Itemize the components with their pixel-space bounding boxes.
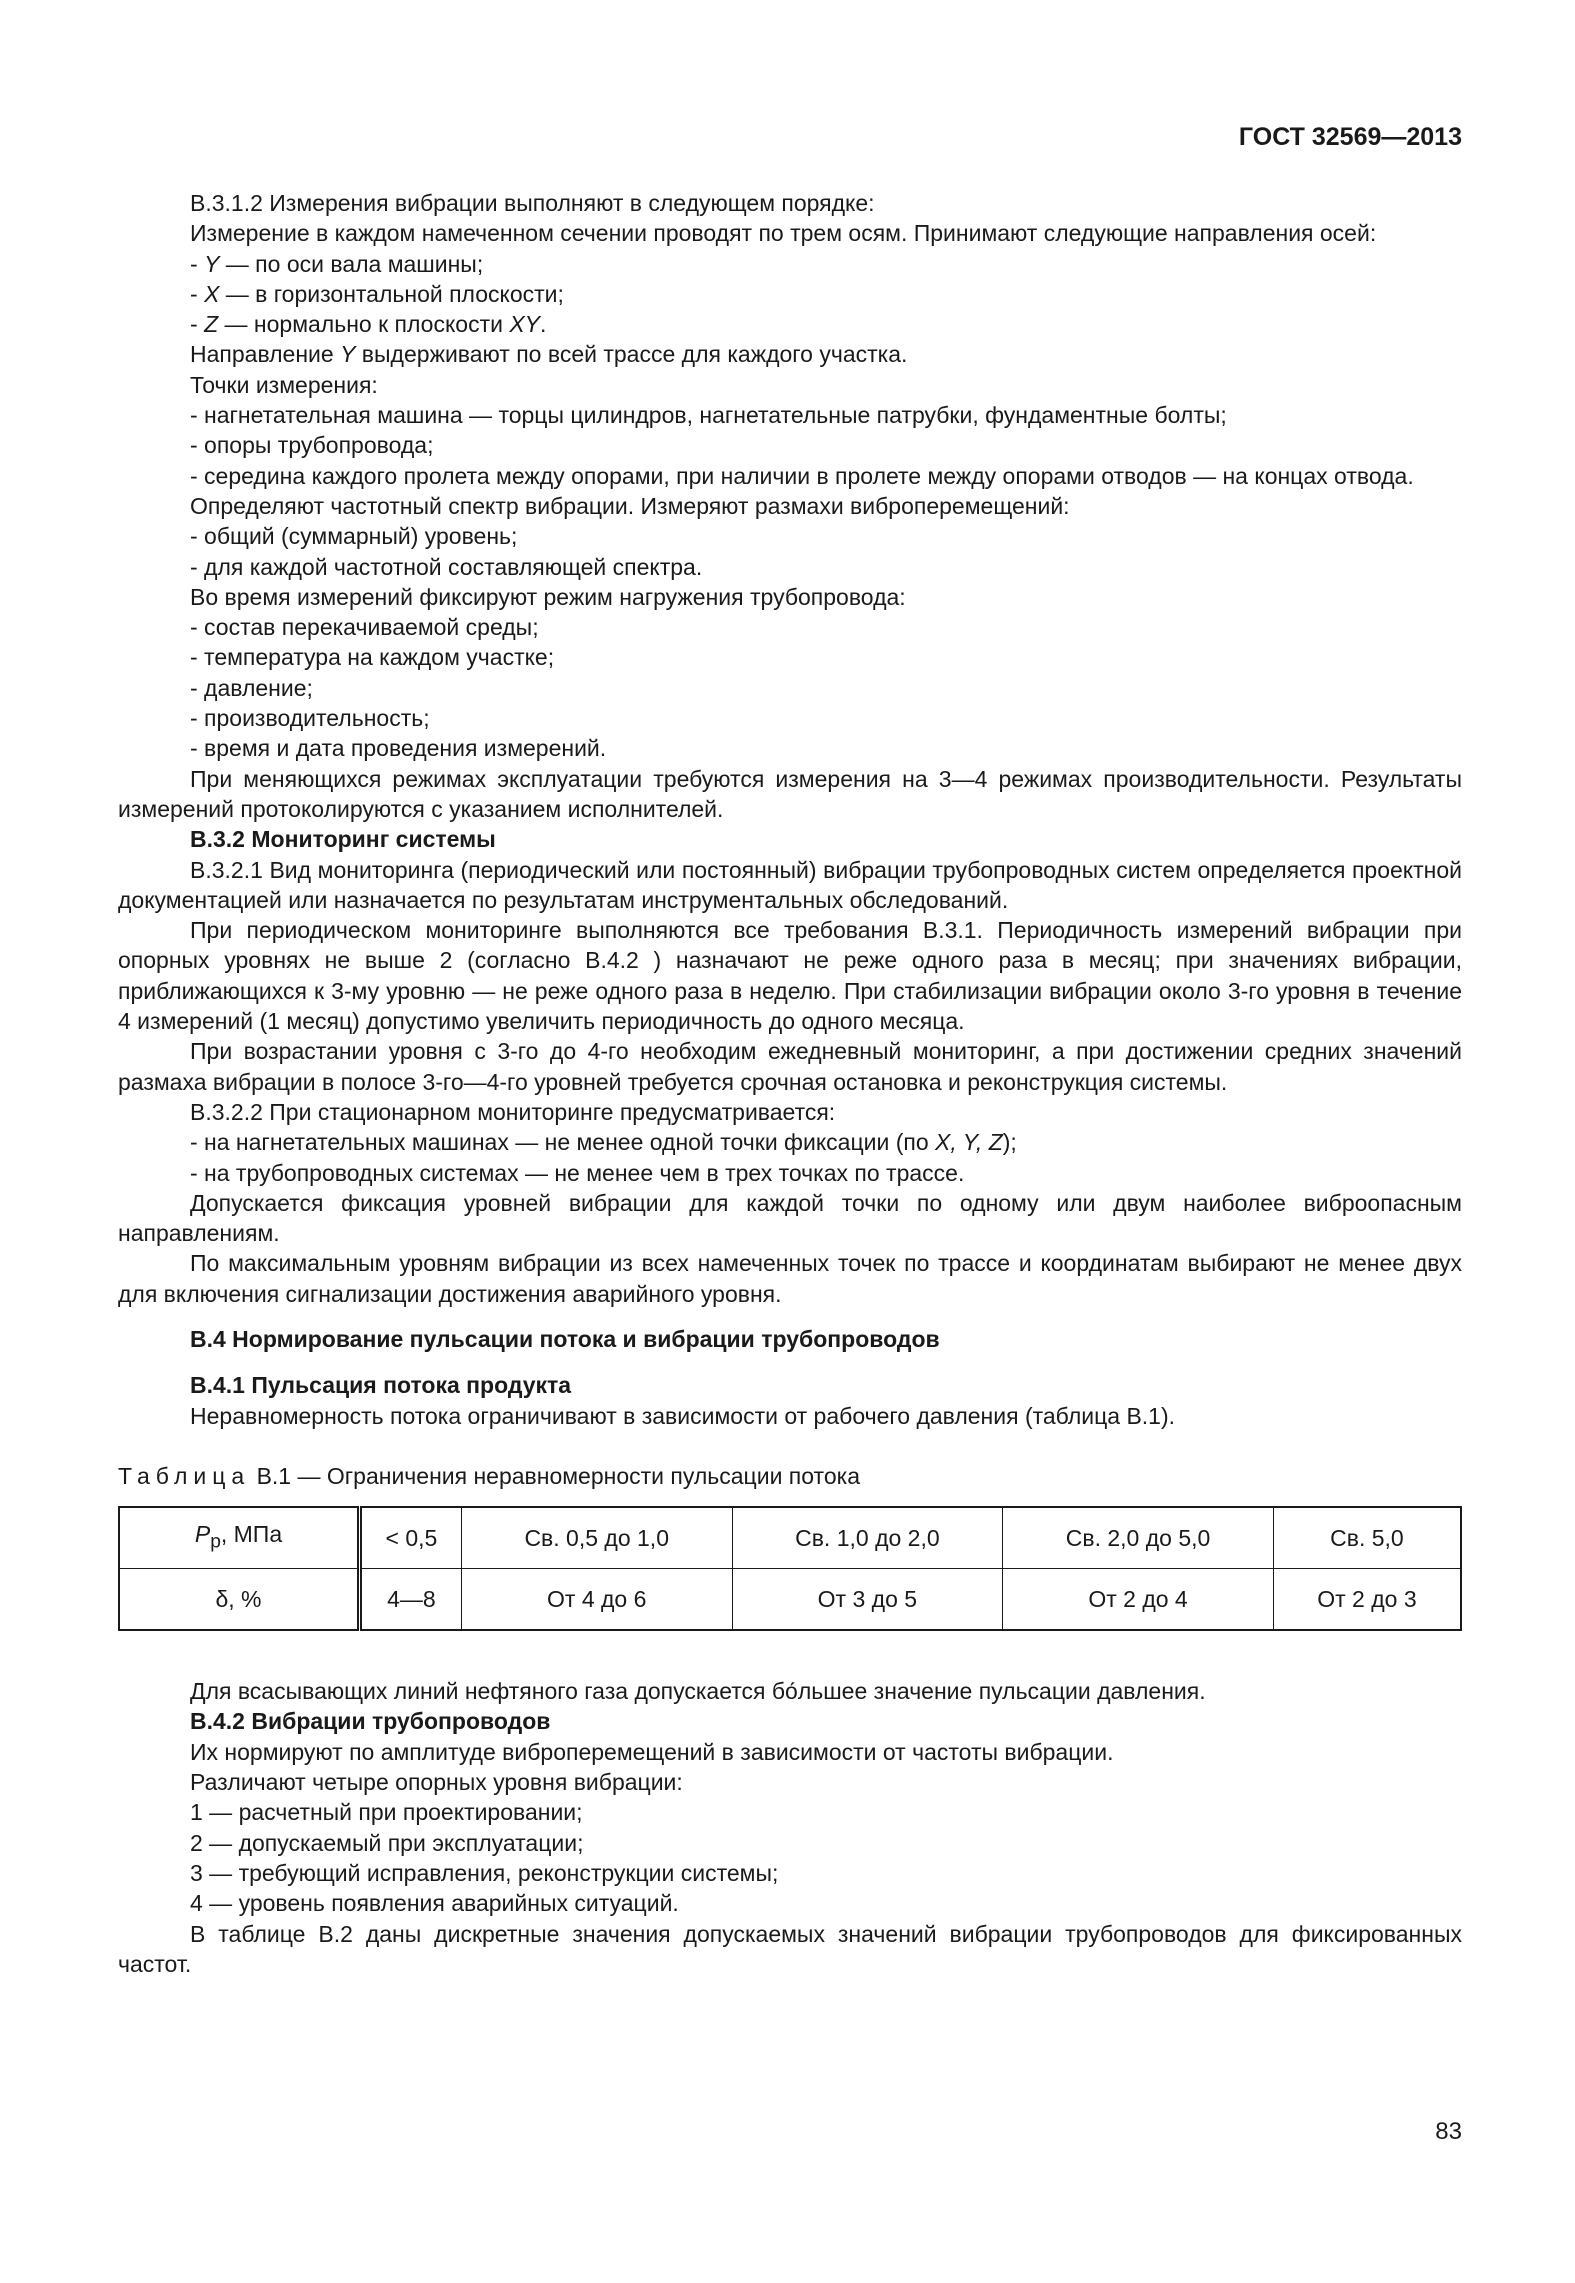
list-item-text: — в горизонтальной плоскости; (219, 280, 564, 307)
table-cell: Св. 1,0 до 2,0 (732, 1507, 1003, 1569)
table-cell: < 0,5 (360, 1507, 462, 1569)
section-heading: В.4 Нормирование пульсации потока и вибрации трубопроводов (190, 1325, 940, 1352)
document-body (118, 188, 1462, 1979)
axis-symbol: X (204, 280, 220, 307)
list-item: - X — в горизонтальной плоскости; (190, 280, 564, 307)
list-item: - производительность; (190, 705, 430, 732)
text-run: Направление (190, 341, 341, 368)
list-item: - давление; (190, 674, 313, 701)
axis-symbol: Y (204, 250, 220, 277)
table-cell: От 2 до 4 (1003, 1569, 1274, 1631)
table-cell: 4—8 (360, 1569, 462, 1631)
list-item: - состав перекачиваемой среды; (190, 614, 539, 641)
text-run: выдерживают по всей трассе для каждого участка. (355, 341, 908, 368)
table-row (119, 1569, 1461, 1631)
paragraph: При возрастании уровня с 3-го до 4-го необходим ежедневный мониторинг, а при достижении средних значений размаха вибрации в полосе 3-го—4-го уровней требуется срочная остановка и реконструкция системы. (118, 1038, 1462, 1095)
list-item: - общий (суммарный) уровень; (190, 523, 518, 550)
table-cell: Св. 5,0 (1273, 1507, 1461, 1569)
text-run: - на нагнетательных машинах — не менее одной точки фиксации (по (190, 1129, 935, 1156)
paragraph (118, 339, 1462, 369)
table-caption (118, 1461, 1462, 1491)
list-item: 3 — требующий исправления, реконструкции системы; (190, 1859, 779, 1886)
table-row (119, 1507, 1461, 1569)
paragraph: Различают четыре опорных уровня вибрации: (190, 1769, 683, 1796)
list-item: 2 — допускаемый при эксплуатации; (190, 1829, 584, 1856)
axis-symbols: X, Y, Z (935, 1129, 1003, 1156)
section-heading: В.3.2 Мониторинг системы (190, 826, 496, 853)
paragraph: Допускается фиксация уровней вибрации для каждой точки по одному или двум наиболее виброопасным направлениям. (118, 1189, 1462, 1247)
list-item: 1 — расчетный при проектировании; (190, 1799, 583, 1826)
table-cell: От 4 до 6 (461, 1569, 732, 1631)
paragraph: В.3.2.2 При стационарном мониторинге предусматривается: (190, 1098, 836, 1125)
list-item: - на трубопроводных системах — не менее чем в трех точках по трассе. (190, 1159, 965, 1186)
paragraph: При периодическом мониторинге выполняются все требования В.3.1. Периодичность измерений вибрации при опорных уровнях не выше 2 (согласно В.4.2 ) назначают не реже одного раза в месяц; при значениях вибрации, приближающихся к 3-му уровню — не реже одного раза в неделю. При стабилизации вибрации около 3-го уровня в течение 4 измерений (1 месяц) допустимо увеличить периодичность до одного месяца. (118, 917, 1462, 1035)
paragraph: Точки измерения: (190, 371, 378, 398)
axis-symbol: Y (340, 341, 356, 368)
paragraph: Для всасывающих линий нефтяного газа допускается бо́льшее значение пульсации давления. (190, 1678, 1206, 1705)
list-item: - середина каждого пролета между опорами, при наличии в пролете между опорами отводов — на концах отвода. (190, 462, 1414, 489)
list-item: - для каждой частотной составляющей спектра. (190, 553, 703, 580)
table-caption-text: В.1 — Ограничения неравномерности пульсации потока (250, 1462, 860, 1489)
paragraph: В.3.1.2 Измерения вибрации выполняют в следующем порядке: (190, 190, 875, 216)
list-item-text: — по оси вала машины; (219, 250, 484, 277)
table-row-header (119, 1507, 360, 1569)
paragraph: Во время измерений фиксируют режим нагружения трубопровода: (190, 583, 906, 610)
paragraph: По максимальным уровням вибрации из всех намеченных точек по трассе и координатам выбирают не менее двух для включения сигнализации достижения аварийного уровня. (118, 1250, 1462, 1307)
list-item: 4 — уровень появления аварийных ситуаций. (190, 1890, 679, 1917)
table-cell: От 2 до 3 (1273, 1569, 1461, 1631)
pulsation-limits-table (118, 1506, 1462, 1631)
table-cell: От 3 до 5 (732, 1569, 1003, 1631)
section-heading: В.4.2 Вибрации трубопроводов (190, 1708, 551, 1735)
list-item (118, 1127, 1462, 1157)
text-run: ); (1002, 1129, 1017, 1156)
paragraph: При меняющихся режимах эксплуатации требуются измерения на 3—4 режимах производительности. Результаты измерений протоколируются с указанием исполнителей. (118, 765, 1462, 822)
list-item: - Z — нормально к плоскости XY. (190, 311, 547, 338)
paragraph: В.3.2.1 Вид мониторинга (периодический или постоянный) вибрации трубопроводных систем определяется проектной документацией или назначается по результатам инструментальных обследований. (118, 856, 1462, 913)
list-item: - Y — по оси вала машины; (190, 250, 484, 277)
list-item: - температура на каждом участке; (190, 644, 555, 671)
list-item: - время и дата проведения измерений. (190, 735, 607, 762)
axis-symbol: Z (204, 311, 219, 338)
paragraph: Их нормируют по амплитуде виброперемещений в зависимости от частоты вибрации. (190, 1738, 1114, 1765)
page-number: 83 (1435, 2118, 1462, 2145)
page-header: ГОСТ 32569—2013 (1238, 123, 1462, 151)
list-item-text: — нормально к плоскости (218, 311, 510, 338)
table-caption-label: Таблица (118, 1462, 251, 1489)
pressure-symbol: P (194, 1520, 211, 1547)
pressure-subscript: р (210, 1531, 221, 1553)
paragraph: Измерение в каждом намеченном сечении проводят по трем осям. Принимают следующие направления осей: (190, 220, 1377, 247)
list-item: - нагнетательная машина — торцы цилиндров, нагнетательные патрубки, фундаментные болты; (190, 402, 1227, 429)
table-cell: Св. 0,5 до 1,0 (461, 1507, 732, 1569)
list-item: - опоры трубопровода; (190, 432, 434, 459)
paragraph: Неравномерность потока ограничивают в зависимости от рабочего давления (таблица В.1). (190, 1402, 1176, 1429)
axis-symbol: XY (509, 311, 541, 338)
paragraph: В таблице В.2 даны дискретные значения допускаемых значений вибрации трубопроводов для фиксированных частот. (118, 1920, 1462, 1977)
paragraph: Определяют частотный спектр вибрации. Измеряют размахи виброперемещений: (190, 492, 1070, 519)
section-heading: В.4.1 Пульсация потока продукта (190, 1372, 572, 1399)
table-row-header: δ, % (119, 1569, 360, 1631)
table-cell: Св. 2,0 до 5,0 (1003, 1507, 1274, 1569)
pressure-unit: , МПа (220, 1520, 283, 1547)
list-item-text: . (540, 311, 547, 338)
